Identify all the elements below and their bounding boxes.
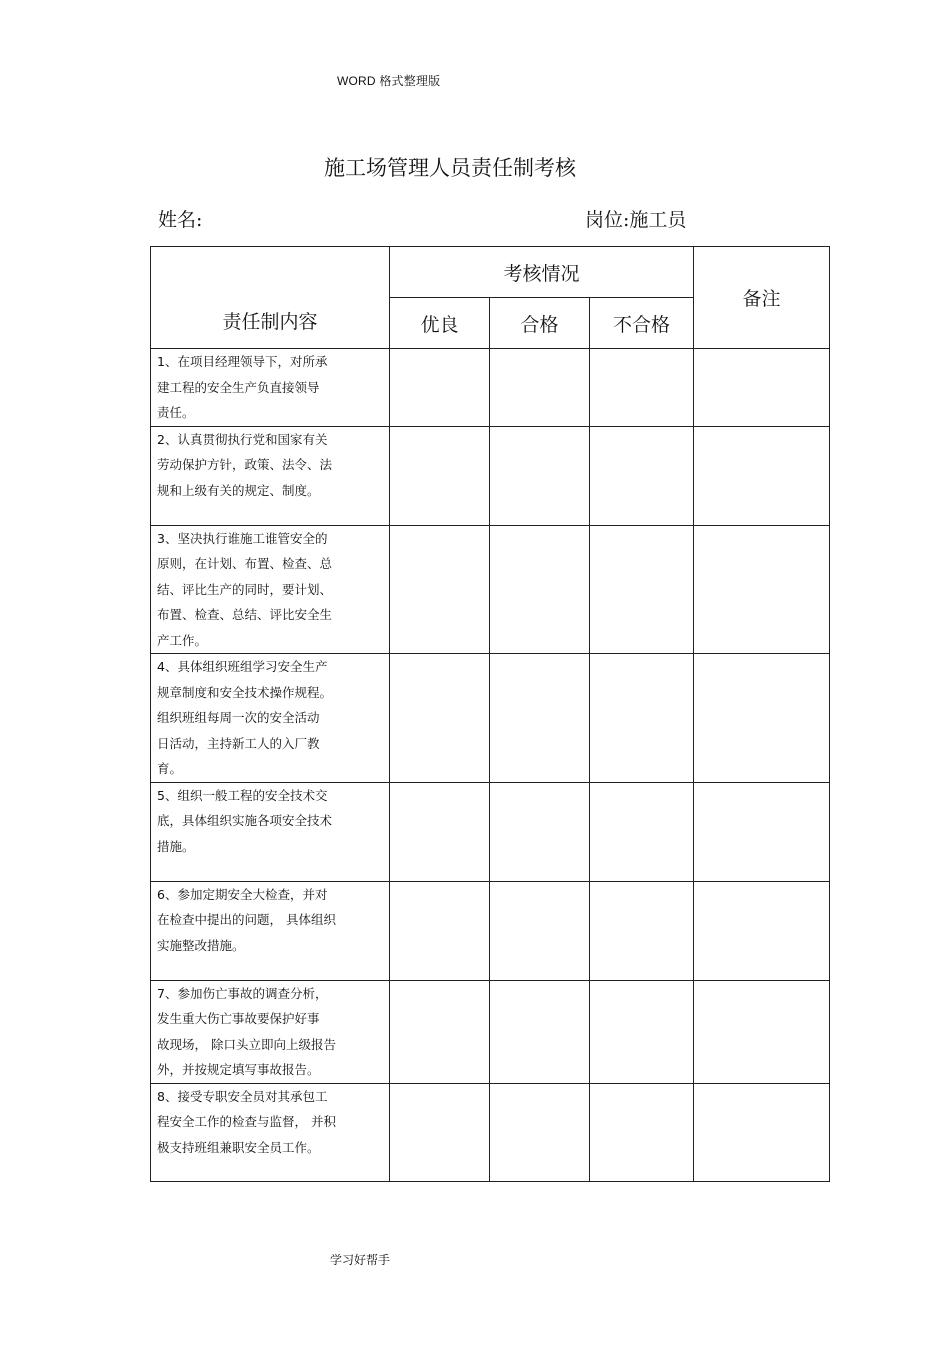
- name-field-label: 姓名:: [158, 209, 203, 231]
- grade-cell-excellent[interactable]: [390, 654, 490, 783]
- grade-cell-pass[interactable]: [490, 525, 590, 654]
- content-header: 责任制内容: [151, 247, 390, 349]
- grade-header-pass: 合格: [490, 298, 590, 349]
- assessment-group-header: 考核情况: [390, 247, 694, 298]
- responsibility-item: 1、在项目经理领导下，对所承 建工程的安全生产负直接领导 责任。: [151, 349, 390, 427]
- grade-cell-pass[interactable]: [490, 980, 590, 1083]
- grade-cell-fail[interactable]: [590, 1083, 694, 1181]
- grade-cell-fail[interactable]: [590, 349, 694, 427]
- table-row: [151, 1083, 830, 1181]
- assessment-table: [150, 246, 830, 1182]
- responsibility-item: 6、参加定期安全大检查，并对 在检查中提出的问题， 具体组织 实施整改措施。: [151, 881, 390, 980]
- table-row: [151, 881, 830, 980]
- remark-cell[interactable]: [694, 349, 830, 427]
- responsibility-item: 3、坚决执行谁施工谁管安全的 原则，在计划、布置、检查、总 结、评比生产的同时，要计划、 布置、检查、总结、评比安全生 产工作。: [151, 525, 390, 654]
- grade-cell-excellent[interactable]: [390, 349, 490, 427]
- grade-cell-excellent[interactable]: [390, 980, 490, 1083]
- grade-cell-excellent[interactable]: [390, 782, 490, 881]
- remark-cell[interactable]: [694, 782, 830, 881]
- remark-cell[interactable]: [694, 881, 830, 980]
- table-row: [151, 980, 830, 1083]
- document-title: [0, 152, 900, 182]
- remark-cell[interactable]: [694, 1083, 830, 1181]
- footer-note: 学习好帮手: [330, 1253, 391, 1267]
- grade-cell-pass[interactable]: [490, 881, 590, 980]
- document-title-text: 施工场管理人员责任制考核: [324, 156, 576, 180]
- table-row: [151, 349, 830, 427]
- remark-cell[interactable]: [694, 426, 830, 525]
- grade-cell-pass[interactable]: [490, 426, 590, 525]
- grade-cell-fail[interactable]: [590, 426, 694, 525]
- grade-cell-fail[interactable]: [590, 881, 694, 980]
- remark-header: 备注: [694, 247, 830, 349]
- grade-cell-pass[interactable]: [490, 1083, 590, 1181]
- responsibility-item: 4、具体组织班组学习安全生产 规章制度和安全技术操作规程。 组织班组每周一次的安全活动 日活动，主持新工人的入厂教 育。: [151, 654, 390, 783]
- grade-header-excellent: 优良: [390, 298, 490, 349]
- grade-cell-fail[interactable]: [590, 782, 694, 881]
- remark-cell[interactable]: [694, 980, 830, 1083]
- responsibility-item: 8、接受专职安全员对其承包工 程安全工作的检查与监督， 并积 极支持班组兼职安全员工作。: [151, 1083, 390, 1181]
- responsibility-item: 2、认真贯彻执行党和国家有关 劳动保护方针，政策、法令、法 规和上级有关的规定、制度。: [151, 426, 390, 525]
- table-row: [151, 525, 830, 654]
- grade-cell-fail[interactable]: [590, 980, 694, 1083]
- remark-cell[interactable]: [694, 654, 830, 783]
- header-note: WORD 格式整理版: [337, 74, 441, 88]
- grade-cell-fail[interactable]: [590, 654, 694, 783]
- grade-cell-pass[interactable]: [490, 654, 590, 783]
- grade-cell-excellent[interactable]: [390, 1083, 490, 1181]
- post-field-value: 施工员: [629, 209, 687, 231]
- grade-cell-fail[interactable]: [590, 525, 694, 654]
- table-row: [151, 426, 830, 525]
- post-field: [585, 205, 686, 232]
- responsibility-item: 7、参加伤亡事故的调查分析， 发生重大伤亡事故要保护好事 故现场， 除口头立即向上级报告 外，并按规定填写事故报告。: [151, 980, 390, 1083]
- grade-cell-pass[interactable]: [490, 782, 590, 881]
- grade-cell-excellent[interactable]: [390, 525, 490, 654]
- remark-cell[interactable]: [694, 525, 830, 654]
- grade-cell-pass[interactable]: [490, 349, 590, 427]
- grade-header-fail: 不合格: [590, 298, 694, 349]
- responsibility-item: 5、组织一般工程的安全技术交 底，具体组织实施各项安全技术 措施。: [151, 782, 390, 881]
- grade-cell-excellent[interactable]: [390, 881, 490, 980]
- table-row: [151, 654, 830, 783]
- grade-cell-excellent[interactable]: [390, 426, 490, 525]
- post-field-label: 岗位:: [585, 209, 630, 231]
- table-row: [151, 782, 830, 881]
